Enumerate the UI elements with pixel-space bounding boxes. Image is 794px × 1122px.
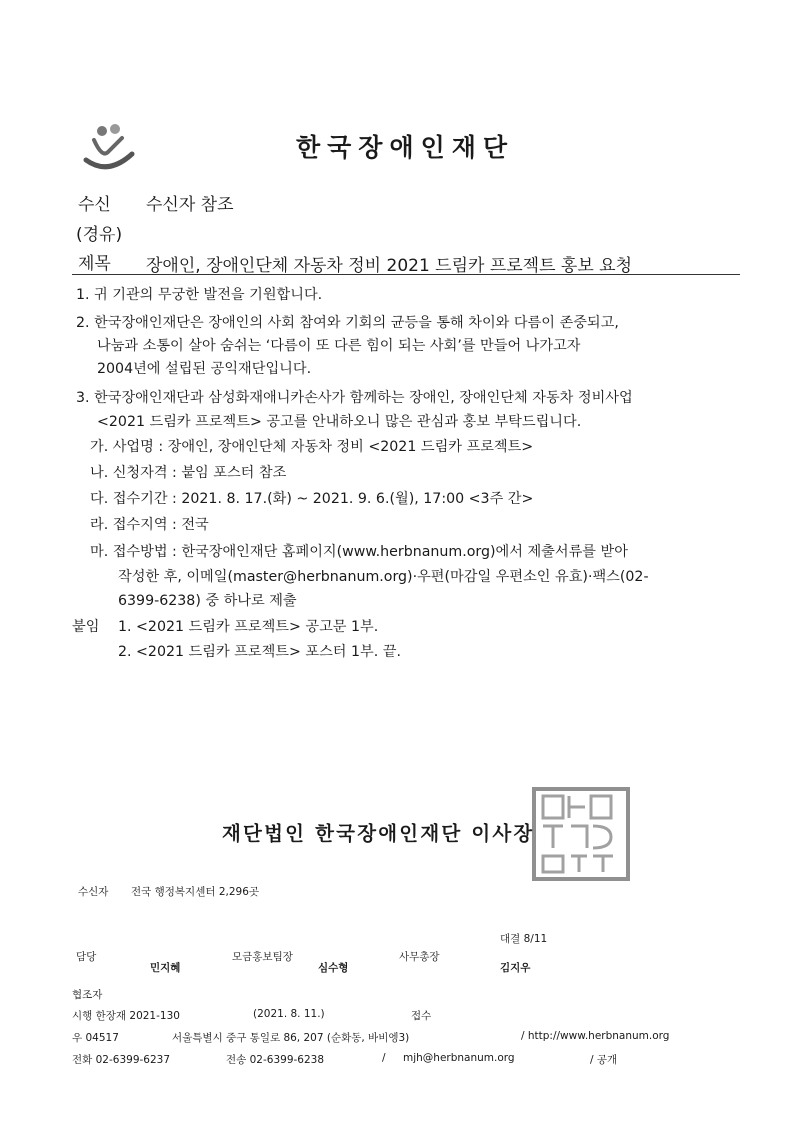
- separator: /: [382, 1052, 386, 1064]
- subject-value: 장애인, 장애인단체 자동차 정비 2021 드림카 프로젝트 홍보 요청: [146, 256, 633, 276]
- foundation-logo: [78, 118, 138, 176]
- sub-item-b: 나. 신청자격 : 붙임 포스터 참조: [90, 465, 287, 481]
- cooperator-label: 협조자: [72, 989, 103, 1001]
- recipients-value: 전국 행정복지센터 2,296곳: [131, 886, 260, 898]
- sub-item-a: 가. 사업명 : 장애인, 장애인단체 자동차 정비 <2021 드림카 프로젝트>: [90, 439, 534, 455]
- org-title: 한국장애인재단: [296, 133, 515, 162]
- item-2-line-3: 2004년에 설립된 공익재단입니다.: [97, 361, 312, 377]
- via-label: (경유): [76, 225, 123, 245]
- item-1: 1. 귀 기관의 무궁한 발전을 기원합니다.: [76, 287, 323, 303]
- secretary-general-name: 김지우: [500, 962, 531, 974]
- attachment-label: 붙임: [72, 619, 100, 635]
- sub-item-d: 라. 접수지역 : 전국: [90, 517, 209, 533]
- enforcement-number: 시행 한장재 2021-130: [72, 1010, 180, 1022]
- sub-item-c: 다. 접수기간 : 2021. 8. 17.(화) ~ 2021. 9. 6.(월), 17:00 <3주 간>: [90, 491, 534, 507]
- staff-label: 담당: [76, 951, 97, 963]
- recipient-label: 수신: [78, 195, 111, 215]
- subject-label: 제목: [78, 254, 111, 274]
- recipients-label: 수신자: [78, 886, 109, 898]
- final-approval: 대결 8/11: [500, 933, 548, 945]
- official-seal-stamp: [531, 786, 631, 882]
- postal-code: 우 04517: [72, 1032, 119, 1044]
- team-lead-label: 모금홍보팀장: [232, 951, 293, 963]
- fax-number: 전송 02-6399-6238: [226, 1054, 325, 1066]
- address: 서울특별시 중구 통일로 86, 207 (순화동, 바비엥3): [172, 1032, 410, 1044]
- enforcement-date: (2021. 8. 11.): [253, 1008, 325, 1020]
- item-2-line-1: 2. 한국장애인재단은 장애인의 사회 참여와 기회의 균등을 통해 차이와 다름이 존중되고,: [76, 315, 619, 331]
- signer-title: 재단법인 한국장애인재단 이사장: [222, 822, 535, 845]
- header-divider: [72, 274, 740, 275]
- recipient-value: 수신자 참조: [146, 195, 234, 215]
- attachment-1: 1. <2021 드림카 프로젝트> 공고문 1부.: [118, 619, 379, 635]
- sub-item-e-line-3: 6399-6238) 중 하나로 제출: [118, 593, 297, 609]
- secretary-general-label: 사무총장: [399, 951, 440, 963]
- staff-name: 민지혜: [150, 962, 181, 974]
- item-2-line-2: 나눔과 소통이 살아 숨쉬는 ‘다름이 또 다른 힘이 되는 사회’를 만들어 나가고자: [97, 338, 581, 354]
- sub-item-e-line-2: 작성한 후, 이메일(master@herbnanum.org)·우편(마감일 우편소인 유효)·팩스(02-: [118, 569, 649, 585]
- website-link[interactable]: / http://www.herbnanum.org: [521, 1030, 670, 1042]
- item-3-line-1: 3. 한국장애인재단과 삼성화재애니카손사가 함께하는 장애인, 장애인단체 자동차 정비사업: [76, 390, 633, 406]
- item-3-line-2: <2021 드림카 프로젝트> 공고를 안내하오니 많은 관심과 홍보 부탁드립니다.: [97, 414, 582, 430]
- receipt-label: 접수: [411, 1010, 432, 1022]
- team-lead-name: 심수형: [318, 962, 349, 974]
- phone-number: 전화 02-6399-6237: [72, 1054, 171, 1066]
- sub-item-e-line-1: 마. 접수방법 : 한국장애인재단 홈페이지(www.herbnanum.org)에서 제출서류를 받아: [90, 544, 628, 560]
- email-link[interactable]: mjh@herbnanum.org: [403, 1052, 515, 1064]
- disclosure-status: / 공개: [590, 1054, 618, 1066]
- attachment-2: 2. <2021 드림카 프로젝트> 포스터 1부. 끝.: [118, 644, 401, 660]
